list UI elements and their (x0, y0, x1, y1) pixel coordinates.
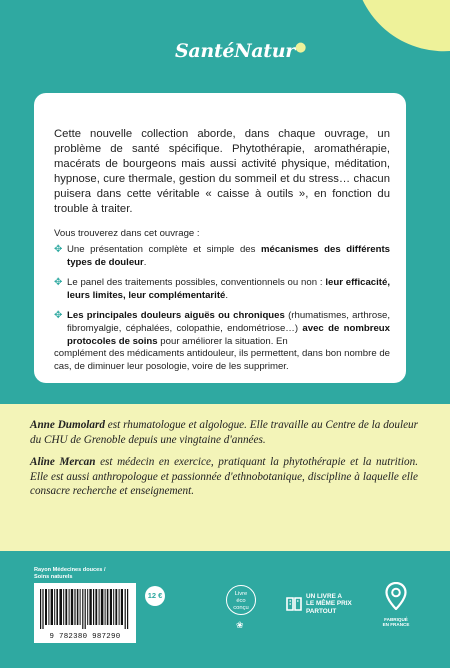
fixed-price-book-badge (286, 593, 352, 615)
fixed-price-line: UN LIVRE A (306, 593, 342, 600)
item-text: (rhumatismes, arthrose, fibromyalgie, céphalées, colopathie, endométriose…) (67, 310, 391, 334)
eco-line: Livre (234, 591, 248, 597)
diamond-bullet-icon: ✥ (54, 310, 63, 322)
item-text: pour améliorer la situation. En (157, 335, 288, 347)
isbn-number: 9 782380 987290 (49, 633, 121, 641)
eco-line: conçu (233, 605, 249, 611)
author-description: est médecin en exercice, pratiquant la phytothérapie et la nutrition. Elle est aussi anthropologue et passionnée d'ethnobotanique, discipline à laquelle elle consacre recherche et enseignement. (30, 456, 418, 498)
intro-text: Cette nouvelle collection aborde, dans chaque ouvrage, un problème de santé spécifique. Phytothérapie, aromathérapie, macérats de bourgeons mais aussi activité physique, méditation, hypnose, cure thermale, gestion du sommeil et du stress… chacun puisera dans cette véritable « caisse à outils », en fonction du trouble à traiter. (54, 128, 390, 215)
diamond-bullet-icon: ✥ (54, 277, 63, 289)
continuation-text: complément des médicaments antidouleur, ils permettent, dans bon nombre de cas, de diminuer leur posologie, voire de les supprimer. (54, 348, 390, 372)
book-icon (286, 596, 302, 612)
collection-line: Soins naturels (34, 574, 73, 580)
author-bio (30, 455, 418, 499)
fixed-price-text (306, 593, 352, 615)
item-emphasis: leur efficacité, leurs limites, leur complémentarité (67, 277, 390, 301)
author-name: Anne Dumolard (30, 419, 105, 431)
eco-design-badge (226, 585, 256, 615)
collection-label (34, 567, 106, 581)
collection-line: Rayon Médecines douces / (34, 567, 106, 573)
diamond-bullet-icon: ✥ (54, 244, 63, 255)
contents-subtitle: Vous trouverez dans cet ouvrage : (54, 228, 200, 239)
made-in-france-line: EN FRANCE (382, 622, 410, 628)
item-text: . (225, 289, 229, 301)
list-item (54, 244, 390, 269)
author-name: Aline Mercan (30, 456, 96, 469)
brand-logo (175, 40, 306, 62)
logo-accent-icon: ● (295, 40, 307, 55)
item-emphasis: mécanismes des différents types de douleur (67, 244, 390, 268)
list-item (54, 310, 390, 348)
location-pin-icon (385, 582, 407, 610)
made-in-france-badge (378, 582, 414, 628)
brand-logo-text: SantéNatur (175, 40, 295, 62)
barcode (34, 583, 136, 643)
decorative-blob (354, 0, 450, 63)
item-text: . (143, 256, 147, 268)
item-emphasis: avec de nombreux protocoles de soins (67, 322, 390, 347)
author-description: est rhumatologue et algologue. Elle travaille au Centre de la douleur du CHU de Grenoble depuis une vingtaine d'années. (30, 419, 418, 446)
eco-line: éco (236, 598, 246, 604)
list-item (54, 277, 390, 302)
authors-section (0, 404, 450, 551)
summary-card (34, 93, 406, 383)
leaf-icon: ❀ (236, 620, 244, 630)
author-bio (30, 418, 418, 447)
fixed-price-line: LE MÊME PRIX (306, 600, 352, 608)
item-text: Le panel des traitements possibles, conventionnels ou non : (67, 277, 326, 289)
item-emphasis: Les principales douleurs aiguës ou chroniques (67, 310, 285, 322)
made-in-france-text (378, 617, 414, 628)
fixed-price-line: PARTOUT (306, 607, 337, 615)
item-text: Une présentation complète et simple des (67, 244, 261, 255)
price-badge: 12 € (145, 586, 165, 606)
barcode-bars-icon (40, 589, 130, 629)
made-in-france-line: FABRIQUÉ (384, 617, 408, 622)
